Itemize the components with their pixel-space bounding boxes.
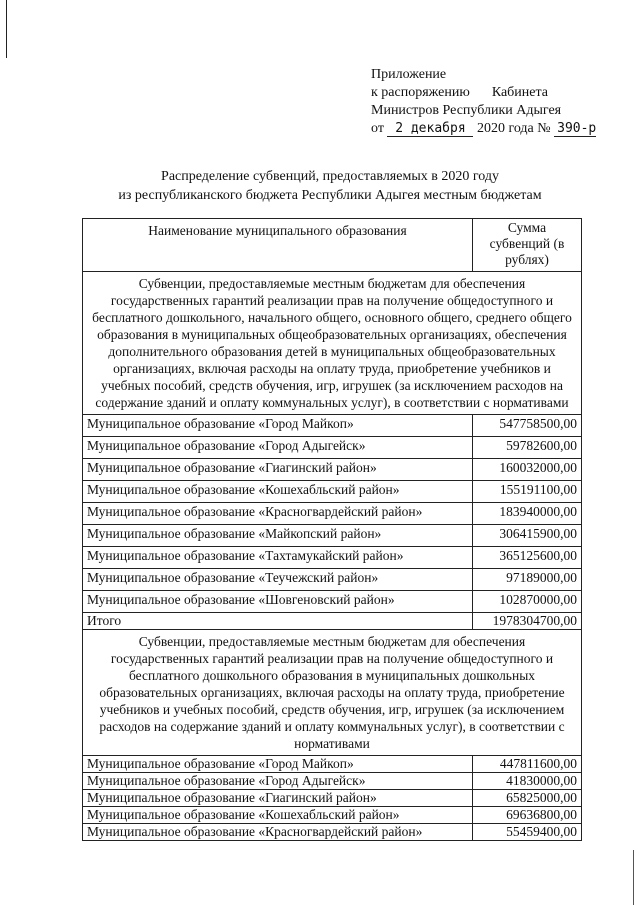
municipality-name: Муниципальное образование «Город Адыгейск» [83, 773, 473, 790]
municipality-name: Муниципальное образование «Кошехабльский район» [83, 481, 473, 503]
table-row [83, 790, 582, 807]
amount-cell: 160032000,00 [473, 459, 582, 481]
appendix-block [371, 66, 596, 138]
table-row [83, 459, 582, 481]
scan-edge-line [6, 0, 7, 58]
appendix-line-2b: Кабинета [491, 85, 549, 100]
subsidy-table [82, 218, 582, 841]
appendix-line-2 [371, 84, 596, 102]
total-row [83, 613, 582, 630]
table-row [83, 547, 582, 569]
amount-cell: 102870000,00 [473, 591, 582, 613]
municipality-name: Муниципальное образование «Город Адыгейск» [83, 437, 473, 459]
table-row [83, 773, 582, 790]
section-1-row [83, 272, 582, 415]
table-row [83, 503, 582, 525]
amount-cell: 183940000,00 [473, 503, 582, 525]
header-name-cell: Наименование муниципального образования [83, 219, 473, 272]
municipality-name: Муниципальное образование «Майкопский район» [83, 525, 473, 547]
section-2-text: Субвенции, предоставляемые местным бюджетам для обеспечения государственных гарантий реализации прав на получение общедоступного и бесплатного дошкольного образования в муниципальных дошкольных образовательных организациях, включая расходы на оплату труда, приобретение учебников и учебных пособий, средств обучения, игр, игрушек (за исключением расходов на содержание зданий и оплату коммунальных услуг), в соответствии с нормативами [83, 630, 582, 756]
table-header-row [83, 219, 582, 272]
section-1-text: Субвенции, предоставляемые местным бюджетам для обеспечения государственных гарантий реализации прав на получение общедоступного и бесплатного дошкольного, начального общего, основного общего, среднего общего образования в муниципальных общеобразовательных организациях, обеспечения дополнительного образования детей в муниципальных общеобразовательных организациях, включая расходы на оплату труда, приобретение учебников и учебных пособий, средств обучения, игр, игрушек (за исключением расходов на содержание зданий и оплату коммунальных услуг), в соответствии с нормативами [83, 272, 582, 415]
amount-cell: 306415900,00 [473, 525, 582, 547]
municipality-name: Муниципальное образование «Теучежский район» [83, 569, 473, 591]
appendix-prefix: от [371, 121, 384, 136]
municipality-name: Муниципальное образование «Красногвардейский район» [83, 503, 473, 525]
amount-cell: 447811600,00 [473, 756, 582, 773]
municipality-name: Муниципальное образование «Тахтамукайский район» [83, 547, 473, 569]
table-row [83, 756, 582, 773]
appendix-year-text: 2020 года № [476, 121, 551, 136]
amount-cell: 365125600,00 [473, 547, 582, 569]
amount-cell: 55459400,00 [473, 824, 582, 841]
scan-edge-line-right [633, 850, 634, 905]
amount-cell: 65825000,00 [473, 790, 582, 807]
amount-cell: 155191100,00 [473, 481, 582, 503]
amount-cell: 41830000,00 [473, 773, 582, 790]
municipality-name: Муниципальное образование «Город Майкоп» [83, 415, 473, 437]
table-row [83, 525, 582, 547]
table-row [83, 569, 582, 591]
amount-cell: 69636800,00 [473, 807, 582, 824]
appendix-number: 390-р [554, 122, 596, 137]
municipality-name: Муниципальное образование «Кошехабльский район» [83, 807, 473, 824]
table-row [83, 415, 582, 437]
appendix-line-4 [371, 120, 596, 138]
document-title [60, 167, 600, 205]
appendix-line-3: Министров Республики Адыгея [371, 103, 562, 118]
section-2-row [83, 630, 582, 756]
table-row [83, 807, 582, 824]
amount-cell: 59782600,00 [473, 437, 582, 459]
header-sum-cell: Сумма субвенций (в рублях) [473, 219, 582, 272]
table-row [83, 437, 582, 459]
municipality-name: Муниципальное образование «Красногвардейский район» [83, 824, 473, 841]
amount-cell: 547758500,00 [473, 415, 582, 437]
appendix-line-1: Приложение [371, 67, 447, 82]
title-line-1: Распределение субвенций, предоставляемых в 2020 году [161, 169, 499, 184]
table-row [83, 591, 582, 613]
table-row [83, 481, 582, 503]
appendix-line-2a: к распоряжению [371, 85, 470, 100]
total-label: Итого [83, 613, 473, 630]
table-row [83, 824, 582, 841]
municipality-name: Муниципальное образование «Город Майкоп» [83, 756, 473, 773]
municipality-name: Муниципальное образование «Шовгеновский район» [83, 591, 473, 613]
appendix-date: 2 декабря [387, 122, 473, 137]
total-amount: 1978304700,00 [473, 613, 582, 630]
municipality-name: Муниципальное образование «Гиагинский район» [83, 459, 473, 481]
amount-cell: 97189000,00 [473, 569, 582, 591]
municipality-name: Муниципальное образование «Гиагинский район» [83, 790, 473, 807]
title-line-2: из республиканского бюджета Республики Адыгея местным бюджетам [118, 188, 542, 203]
